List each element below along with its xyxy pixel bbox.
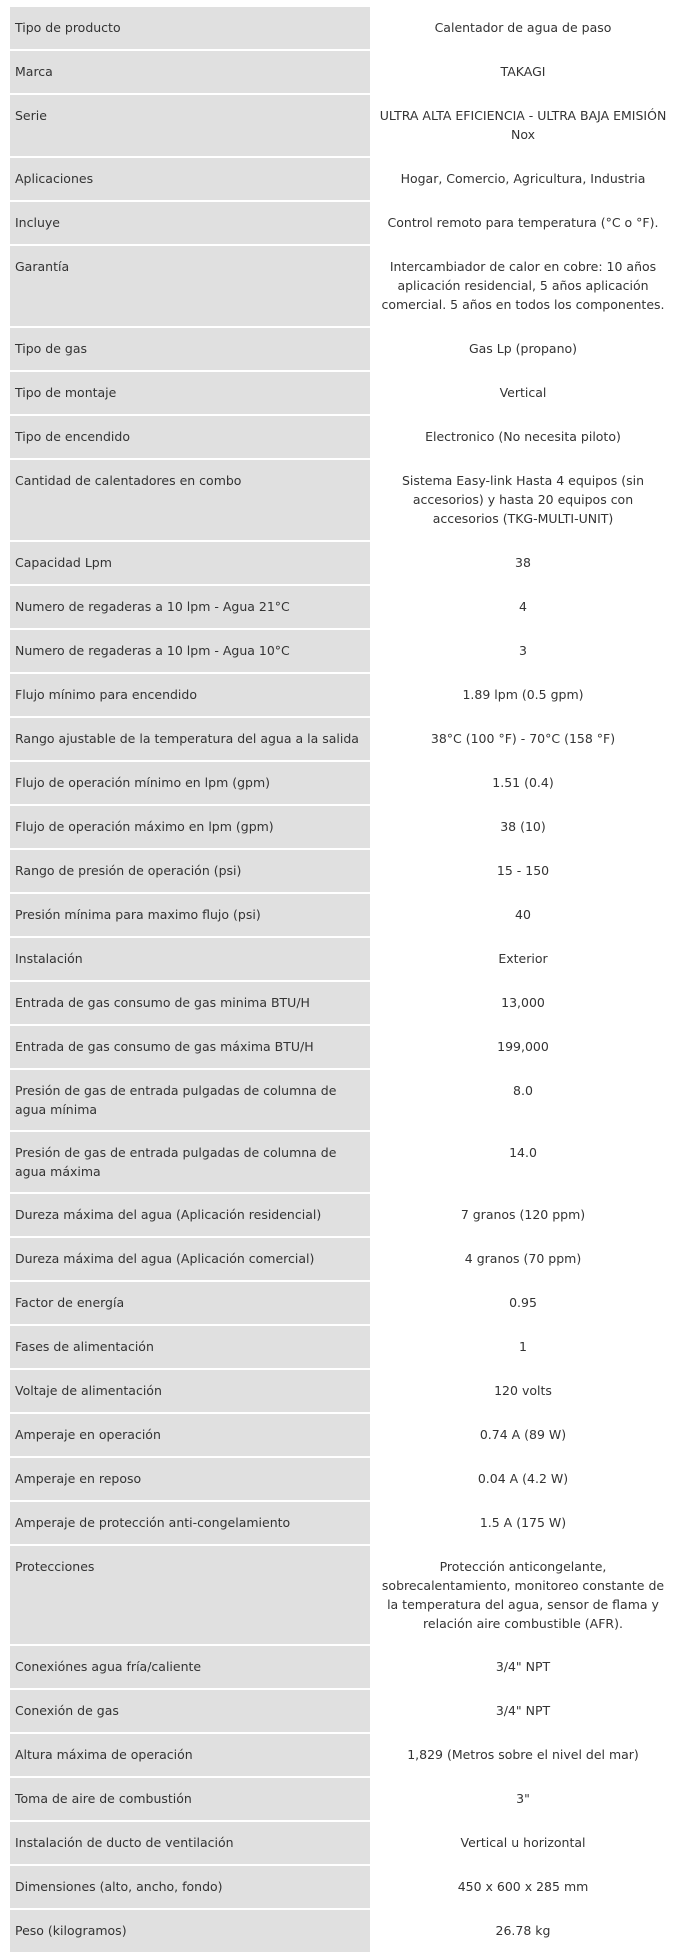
- spec-label: Altura máxima de operación: [10, 1734, 372, 1778]
- table-row: [10, 1414, 674, 1458]
- table-row: [10, 1910, 674, 1954]
- spec-label: Dureza máxima del agua (Aplicación residencial): [10, 1194, 372, 1238]
- spec-value: 4: [372, 586, 674, 630]
- spec-label: Dureza máxima del agua (Aplicación comercial): [10, 1238, 372, 1282]
- table-row: [10, 95, 674, 158]
- spec-label: Presión mínima para maximo flujo (psi): [10, 894, 372, 938]
- table-row: [10, 460, 674, 542]
- table-row: [10, 850, 674, 894]
- spec-value: ULTRA ALTA EFICIENCIA - ULTRA BAJA EMISIÓN Nox: [372, 95, 674, 158]
- spec-value: 7 granos (120 ppm): [372, 1194, 674, 1238]
- spec-label: Conexión de gas: [10, 1690, 372, 1734]
- table-row: [10, 158, 674, 202]
- spec-value: 1.5 A (175 W): [372, 1502, 674, 1546]
- spec-value: 450 x 600 x 285 mm: [372, 1866, 674, 1910]
- table-row: [10, 1866, 674, 1910]
- spec-label: Amperaje de protección anti-congelamiento: [10, 1502, 372, 1546]
- spec-value: 15 - 150: [372, 850, 674, 894]
- spec-label: Amperaje en operación: [10, 1414, 372, 1458]
- spec-label: Flujo mínimo para encendido: [10, 674, 372, 718]
- table-row: [10, 1070, 674, 1132]
- spec-value: Vertical u horizontal: [372, 1822, 674, 1866]
- spec-value: Electronico (No necesita piloto): [372, 416, 674, 460]
- spec-value: 38: [372, 542, 674, 586]
- spec-value: Exterior: [372, 938, 674, 982]
- spec-label: Marca: [10, 51, 372, 95]
- spec-label: Instalación: [10, 938, 372, 982]
- table-row: [10, 1132, 674, 1194]
- spec-value: 13,000: [372, 982, 674, 1026]
- table-row: [10, 718, 674, 762]
- spec-value: Sistema Easy-link Hasta 4 equipos (sin accesorios) y hasta 20 equipos con accesorios (TKG-MULTI-UNIT): [372, 460, 674, 542]
- spec-label: Tipo de montaje: [10, 372, 372, 416]
- table-row: [10, 1326, 674, 1370]
- spec-value: 8.0: [372, 1070, 674, 1132]
- table-row: [10, 1690, 674, 1734]
- spec-label: Presión de gas de entrada pulgadas de columna de agua mínima: [10, 1070, 372, 1132]
- table-row: [10, 7, 674, 51]
- spec-value: 120 volts: [372, 1370, 674, 1414]
- table-row: [10, 416, 674, 460]
- spec-label: Conexiónes agua fría/caliente: [10, 1646, 372, 1690]
- spec-value: Vertical: [372, 372, 674, 416]
- table-row: [10, 630, 674, 674]
- spec-value: TAKAGI: [372, 51, 674, 95]
- spec-label: Instalación de ducto de ventilación: [10, 1822, 372, 1866]
- table-row: [10, 1734, 674, 1778]
- spec-value: Intercambiador de calor en cobre: 10 años aplicación residencial, 5 años aplicación comercial. 5 años en todos los componentes.: [372, 246, 674, 328]
- table-row: [10, 1282, 674, 1326]
- spec-value: 38 (10): [372, 806, 674, 850]
- spec-label: Presión de gas de entrada pulgadas de columna de agua máxima: [10, 1132, 372, 1194]
- table-row: [10, 894, 674, 938]
- spec-label: Protecciones: [10, 1546, 372, 1646]
- spec-value: 0.95: [372, 1282, 674, 1326]
- spec-value: 3": [372, 1778, 674, 1822]
- spec-value: 14.0: [372, 1132, 674, 1194]
- spec-table: [10, 7, 674, 1954]
- spec-value: 38°C (100 °F) - 70°C (158 °F): [372, 718, 674, 762]
- spec-label: Fases de alimentación: [10, 1326, 372, 1370]
- table-row: [10, 372, 674, 416]
- spec-label: Peso (kilogramos): [10, 1910, 372, 1954]
- spec-table-body: [10, 7, 674, 1954]
- spec-value: 0.04 A (4.2 W): [372, 1458, 674, 1502]
- table-row: [10, 328, 674, 372]
- spec-label: Amperaje en reposo: [10, 1458, 372, 1502]
- spec-label: Toma de aire de combustión: [10, 1778, 372, 1822]
- table-row: [10, 1238, 674, 1282]
- table-row: [10, 1646, 674, 1690]
- spec-label: Tipo de gas: [10, 328, 372, 372]
- table-row: [10, 586, 674, 630]
- spec-label: Flujo de operación máximo en lpm (gpm): [10, 806, 372, 850]
- table-row: [10, 1822, 674, 1866]
- table-row: [10, 982, 674, 1026]
- spec-value: 1.89 lpm (0.5 gpm): [372, 674, 674, 718]
- table-row: [10, 1458, 674, 1502]
- table-row: [10, 1546, 674, 1646]
- spec-value: 3/4" NPT: [372, 1646, 674, 1690]
- spec-value: Gas Lp (propano): [372, 328, 674, 372]
- spec-value: 0.74 A (89 W): [372, 1414, 674, 1458]
- spec-label: Capacidad Lpm: [10, 542, 372, 586]
- spec-value: 40: [372, 894, 674, 938]
- spec-label: Incluye: [10, 202, 372, 246]
- table-row: [10, 674, 674, 718]
- spec-value: 1: [372, 1326, 674, 1370]
- spec-label: Cantidad de calentadores en combo: [10, 460, 372, 542]
- spec-label: Tipo de producto: [10, 7, 372, 51]
- spec-label: Entrada de gas consumo de gas máxima BTU/H: [10, 1026, 372, 1070]
- spec-label: Aplicaciones: [10, 158, 372, 202]
- spec-label: Tipo de encendido: [10, 416, 372, 460]
- spec-value: 4 granos (70 ppm): [372, 1238, 674, 1282]
- table-row: [10, 51, 674, 95]
- spec-value: Hogar, Comercio, Agricultura, Industria: [372, 158, 674, 202]
- table-row: [10, 1370, 674, 1414]
- table-row: [10, 762, 674, 806]
- spec-label: Entrada de gas consumo de gas minima BTU/H: [10, 982, 372, 1026]
- table-row: [10, 806, 674, 850]
- spec-label: Rango ajustable de la temperatura del agua a la salida: [10, 718, 372, 762]
- spec-value: Calentador de agua de paso: [372, 7, 674, 51]
- spec-value: 1,829 (Metros sobre el nivel del mar): [372, 1734, 674, 1778]
- table-row: [10, 1778, 674, 1822]
- spec-value: Protección anticongelante, sobrecalentamiento, monitoreo constante de la temperatura del agua, sensor de flama y relación aire combustible (AFR).: [372, 1546, 674, 1646]
- table-row: [10, 938, 674, 982]
- table-row: [10, 1194, 674, 1238]
- table-row: [10, 246, 674, 328]
- spec-label: Numero de regaderas a 10 lpm - Agua 21°C: [10, 586, 372, 630]
- spec-value: 199,000: [372, 1026, 674, 1070]
- table-row: [10, 542, 674, 586]
- spec-label: Flujo de operación mínimo en lpm (gpm): [10, 762, 372, 806]
- spec-value: 3: [372, 630, 674, 674]
- spec-value: Control remoto para temperatura (°C o °F).: [372, 202, 674, 246]
- table-row: [10, 1502, 674, 1546]
- spec-label: Voltaje de alimentación: [10, 1370, 372, 1414]
- spec-value: 3/4" NPT: [372, 1690, 674, 1734]
- spec-label: Serie: [10, 95, 372, 158]
- table-row: [10, 202, 674, 246]
- spec-value: 1.51 (0.4): [372, 762, 674, 806]
- spec-value: 26.78 kg: [372, 1910, 674, 1954]
- spec-label: Numero de regaderas a 10 lpm - Agua 10°C: [10, 630, 372, 674]
- spec-label: Garantía: [10, 246, 372, 328]
- spec-label: Rango de presión de operación (psi): [10, 850, 372, 894]
- spec-label: Dimensiones (alto, ancho, fondo): [10, 1866, 372, 1910]
- table-row: [10, 1026, 674, 1070]
- spec-label: Factor de energía: [10, 1282, 372, 1326]
